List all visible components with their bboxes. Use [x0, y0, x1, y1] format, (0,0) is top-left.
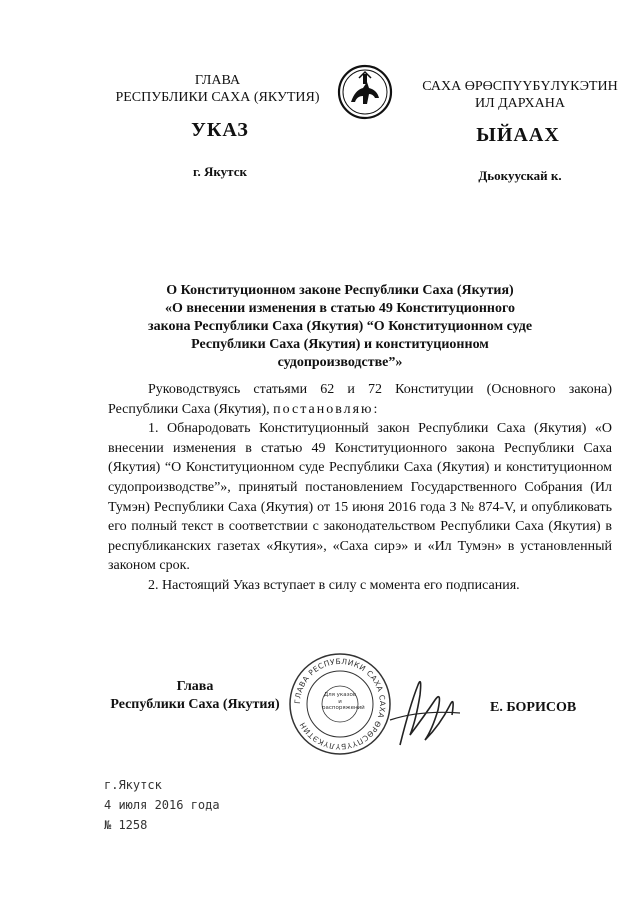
official-stamp	[288, 652, 392, 756]
position-line1: Глава	[176, 679, 214, 694]
item-1: 1. Обнародовать Конституционный закон Республики Саха (Якутия) «О внесении изменения в статью 49 Конституционного закона Республики Саха (Якутия) “О Конституционном суде Республики Саха (Якутия) и конституционном судопроизводстве”», принятый постановлением Государственного Собрания (Ил Тумэн) Республики Саха (Якутия) от 15 июня 2016 года З № 874-V, и опубликовать его полный текст в соответствии с законодательством Республики Саха (Якутия) в республиканских газетах «Якутия», «Саха сирэ» и «Ил Тумэн» в установленный законом срок.	[108, 421, 612, 574]
footer-date: 4 июля 2016 года	[104, 798, 220, 812]
footer-number: № 1258	[104, 818, 148, 832]
registration-footer	[104, 775, 220, 835]
stamp-ring-text: ГЛАВА РЕСПУБЛИКИ САХА САХА ӨРӨСПҮҮБҮЛҮКЭТИН	[292, 656, 388, 752]
decree-type-ru: УКАЗ	[191, 119, 249, 141]
city-sakha: Дьокуускай к.	[478, 168, 562, 183]
preamble-text: Руководствуясь статьями 62 и 72 Конституции (Основного закона) Республики Саха (Якутия),	[108, 382, 612, 417]
issuer-right-line2: ИЛ ДАРХАНА	[474, 96, 565, 111]
decree-word: постановляю:	[273, 401, 380, 417]
preamble-paragraph	[108, 380, 612, 419]
title-line: Республики Саха (Якутия) и конституционном	[191, 337, 489, 352]
title-line: закона Республики Саха (Якутия) “О Конституционном суде	[147, 319, 533, 334]
issuer-right	[402, 78, 638, 112]
issuer-left-line1: ГЛАВА	[194, 73, 241, 88]
coat-of-arms-emblem	[337, 64, 393, 120]
stamp-center-text: Для указов и распоряжений	[322, 692, 365, 711]
signatory-position	[100, 678, 290, 714]
signatory-name: Е. БОРИСОВ	[490, 700, 577, 715]
issuer-left-line2: РЕСПУБЛИКИ САХА (ЯКУТИЯ)	[115, 90, 320, 105]
issuer-left	[100, 72, 335, 106]
item-2: 2. Настоящий Указ вступает в силу с момента его подписания.	[148, 577, 520, 593]
title-line: О Конституционном законе Республики Саха (Якутия)	[166, 283, 514, 298]
position-line2: Республики Саха (Якутия)	[110, 697, 280, 712]
decree-type-sakha: ЫЙААХ	[476, 124, 560, 146]
title-line: судопроизводстве”»	[277, 355, 403, 370]
footer-city: г.Якутск	[104, 778, 162, 792]
document-title	[130, 282, 550, 372]
city-ru: г. Якутск	[193, 164, 247, 179]
issuer-right-line1: САХА ӨРӨСПҮҮБҮЛҮКЭТИН	[422, 79, 618, 94]
title-line: «О внесении изменения в статью 49 Конституционного	[164, 301, 515, 316]
decree-body	[108, 380, 612, 596]
handwritten-signature	[380, 665, 470, 755]
